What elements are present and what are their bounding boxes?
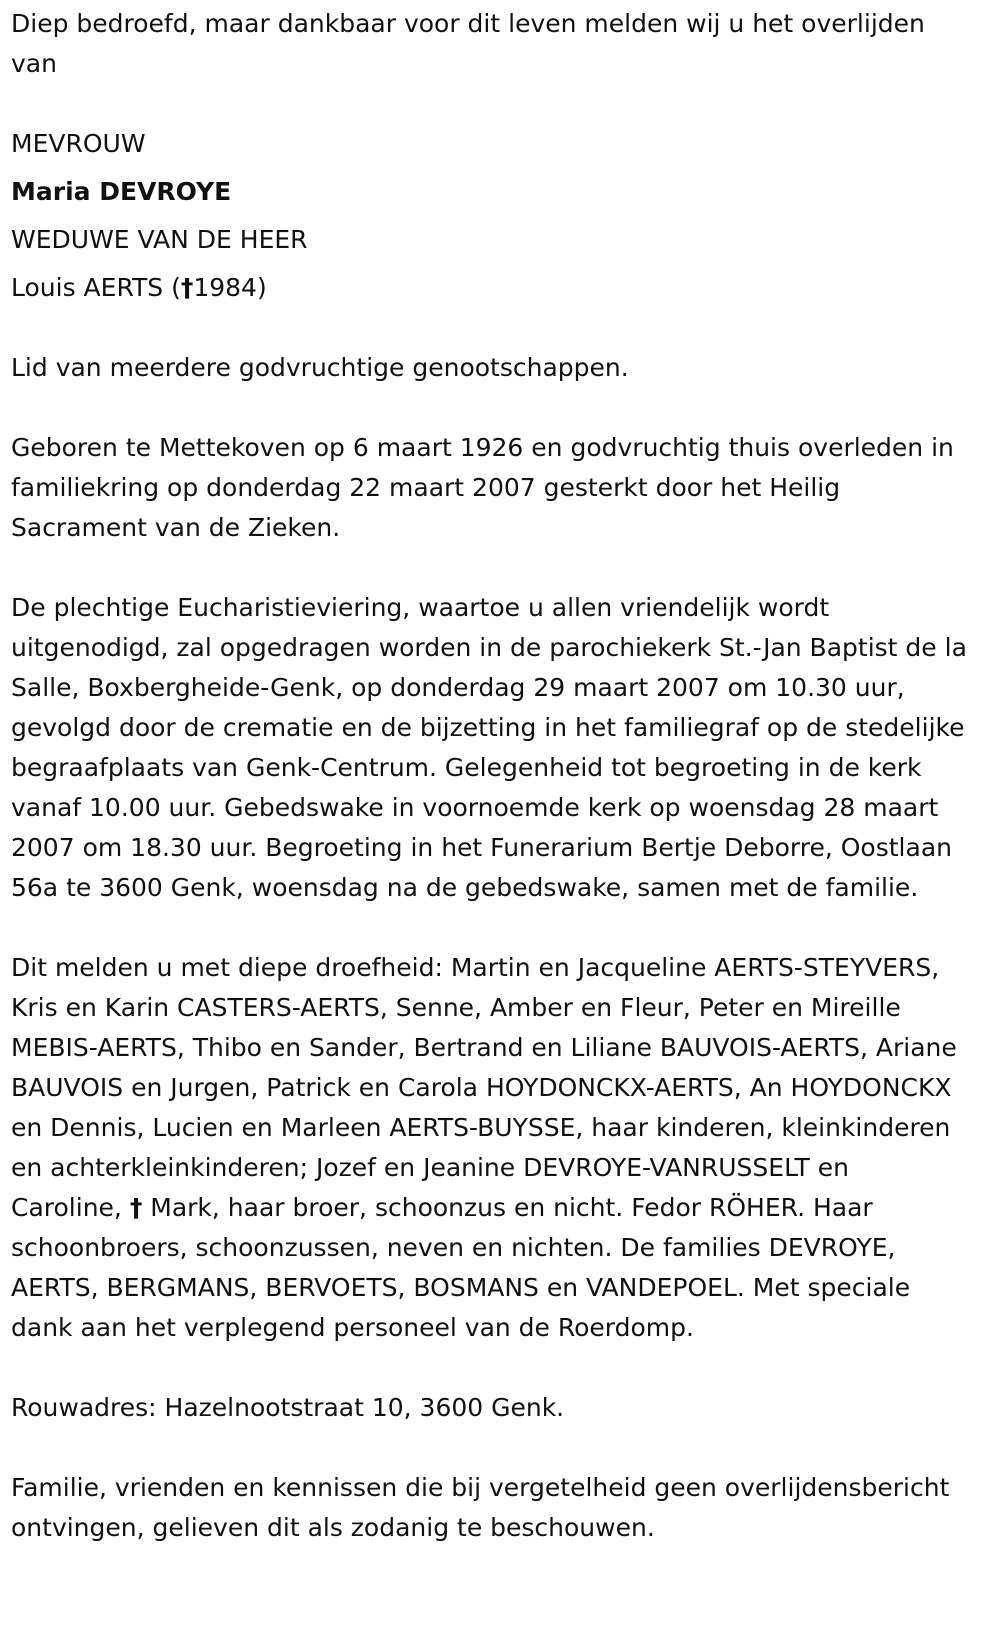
deceased-title: MEVROUW	[11, 129, 146, 158]
deceased-block	[11, 124, 967, 308]
address-text: Rouwadres: Hazelnootstraat 10, 3600 Genk.	[11, 1393, 565, 1422]
deceased-name: Maria DEVROYE	[11, 177, 232, 206]
ceremony-text: De plechtige Eucharistieviering, waartoe u allen vriendelijk wordt uitgenodigd, zal opgedragen worden in de parochiekerk St.-Jan Baptist de la Salle, Boxbergheide-Genk, op donderdag 29 maart 2007 om 10.30 uur, gevolgd door de crematie en de bijzetting in het familiegraf op de stedelijke begraafplaats van Genk-Centrum. Gelegenheid tot begroeting in de kerk vanaf 10.00 uur. Gebedswake in voornoemde kerk op woensdag 28 maart 2007 om 18.30 uur. Begroeting in het Funerarium Bertje Deborre, Oostlaan 56a te 3600 Genk, woensdag na de gebedswake, samen met de familie.	[11, 593, 967, 902]
spouse-line	[11, 268, 967, 308]
closing-text: Familie, vrienden en kennissen die bij vergetelheid geen overlijdensbericht ontvingen, gelieven dit als zodanig te beschouwen.	[11, 1473, 950, 1542]
membership-text: Lid van meerdere godvruchtige genootschappen.	[11, 353, 629, 382]
cross-icon: †	[129, 1193, 143, 1222]
family-text-part2: Mark, haar broer, schoonzus en nicht. Fedor RÖHER. Haar schoonbroers, schoonzussen, neven en nichten. De families DEVROYE, AERTS, BERGMANS, BERVOETS, BOSMANS en VANDEPOEL. Met speciale dank aan het verplegend personeel van de Roerdomp.	[11, 1193, 911, 1342]
cross-icon: †	[180, 273, 194, 302]
family-text	[11, 948, 967, 1348]
family-text-part1: Dit melden u met diepe droefheid: Martin en Jacqueline AERTS-STEYVERS, Kris en Karin CASTERS-AERTS, Senne, Amber en Fleur, Peter en Mireille MEBIS-AERTS, Thibo en Sander, Bertrand en Liliane BAUVOIS-AERTS, Ariane BAUVOIS en Jurgen, Patrick en Carola HOYDONCKX-AERTS, An HOYDONCKX en Dennis, Lucien en Marleen AERTS-BUYSSE, haar kinderen, kleinkinderen en achterkleinkinderen; Jozef en Jeanine DEVROYE-VANRUSSELT en Caroline,	[11, 953, 957, 1222]
intro-text: Diep bedroefd, maar dankbaar voor dit leven melden wij u het overlijden van	[11, 9, 925, 78]
spouse-name: Louis AERTS (	[11, 273, 181, 302]
birth-death-text: Geboren te Mettekoven op 6 maart 1926 en godvruchtig thuis overleden in familiekring op donderdag 22 maart 2007 gesterkt door het Heilig Sacrament van de Zieken.	[11, 433, 954, 542]
spouse-death-year: 1984)	[193, 273, 267, 302]
widow-line: WEDUWE VAN DE HEER	[11, 225, 308, 254]
